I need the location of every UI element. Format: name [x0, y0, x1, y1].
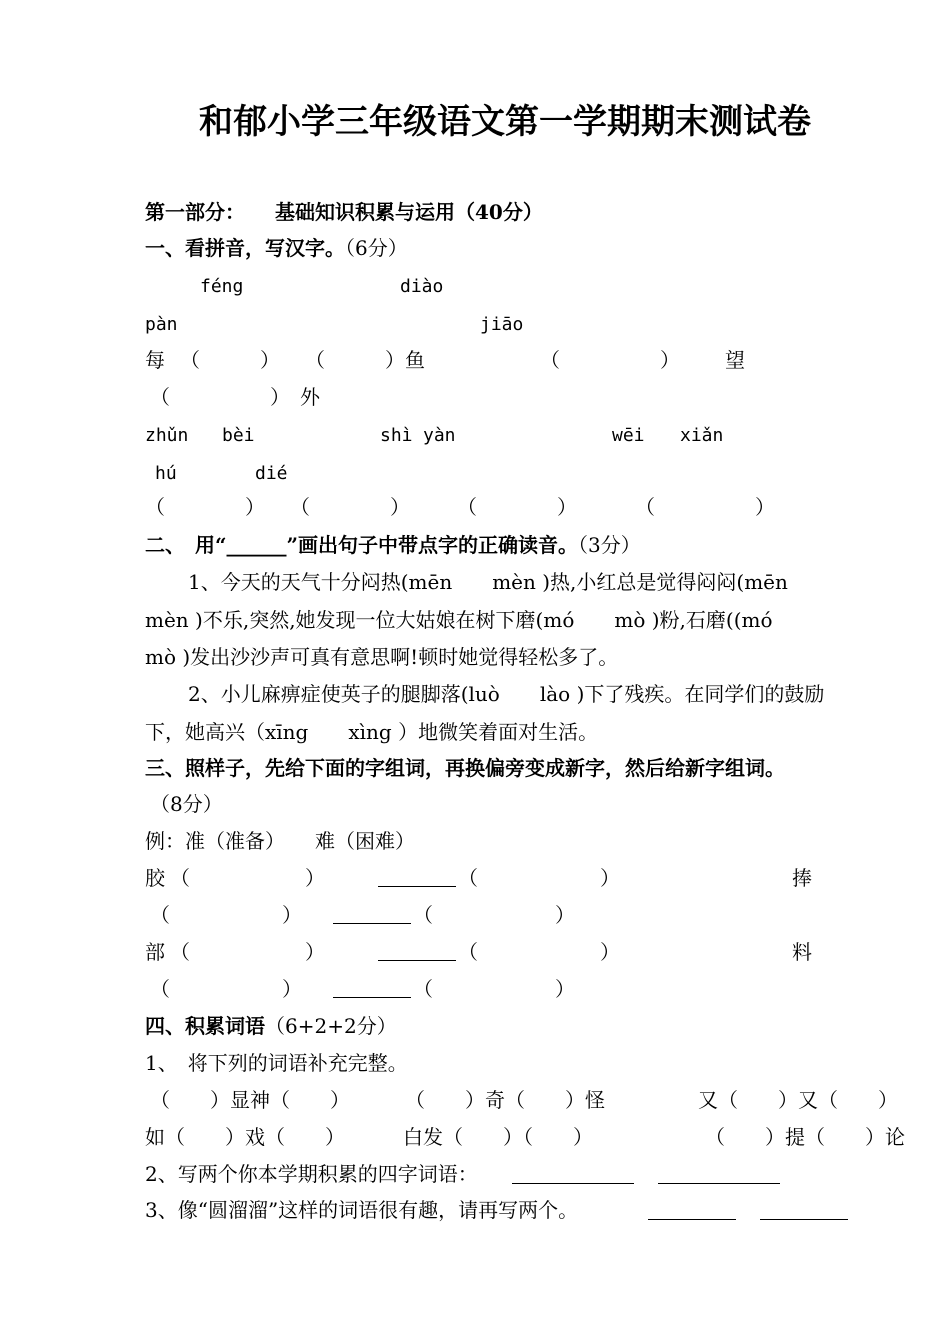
- q4-sub1: 1、 将下列的词语补充完整。: [145, 1051, 408, 1075]
- pinyin: bèi: [222, 425, 255, 446]
- paren-close: ）: [555, 903, 575, 927]
- pinyin: dié: [255, 463, 288, 484]
- answer-blank[interactable]: [378, 960, 456, 961]
- answer-blank[interactable]: [333, 997, 411, 998]
- q2-paragraph-line: mèn )不乐,突然,她发现一位大姑娘在树下磨(mó mò )粉,石磨((mó: [145, 608, 773, 632]
- q1-score: （6分）: [345, 236, 408, 260]
- pinyin: yàn: [423, 425, 456, 446]
- pinyin: diào: [400, 276, 444, 297]
- q2-heading: 二、 用“______”画出句子中带点字的正确读音。: [145, 533, 579, 557]
- q1-text: 望: [725, 348, 745, 372]
- answer-box[interactable]: （ ）: [290, 495, 410, 519]
- q4-heading-line: [145, 1014, 397, 1038]
- paren-open: （: [413, 903, 433, 927]
- q3-char: 胶: [145, 866, 165, 890]
- idiom-item[interactable]: （ ）奇（ ）怪: [405, 1088, 605, 1112]
- paren-open: （: [170, 940, 190, 964]
- q2-heading-line: [145, 533, 641, 557]
- q1-text: 每: [145, 348, 165, 372]
- paren-open: （: [413, 977, 433, 1001]
- paren-close: ）: [600, 866, 620, 890]
- idiom-item[interactable]: 白发（ ）（ ）: [403, 1125, 593, 1149]
- pinyin: hú: [155, 463, 177, 484]
- paren-close: ）: [600, 940, 620, 964]
- answer-blank[interactable]: [760, 1219, 848, 1220]
- pinyin: pàn: [145, 314, 178, 335]
- answer-blank[interactable]: [648, 1219, 736, 1220]
- answer-blank[interactable]: [378, 886, 456, 887]
- paren-open: （: [458, 940, 478, 964]
- answer-blank[interactable]: [333, 923, 411, 924]
- q3-char: 料: [792, 940, 812, 964]
- q2-paragraph-line: 下，她高兴（xīng xìng ）地微笑着面对生活。: [145, 720, 599, 744]
- q3-char: 部: [145, 940, 165, 964]
- pinyin: wēi: [612, 425, 645, 446]
- paren-close: ）: [282, 977, 302, 1001]
- answer-box[interactable]: （ ） 外: [150, 385, 320, 409]
- paren-open: （: [458, 866, 478, 890]
- paren-close: ）: [555, 977, 575, 1001]
- answer-box[interactable]: （ ）鱼: [305, 348, 425, 372]
- q3-example: 例：准（准备） 难（困难）: [145, 829, 415, 853]
- q2-paragraph-line: mò )发出沙沙声可真有意思啊!顿时她觉得轻松多了。: [145, 645, 619, 669]
- idiom-item[interactable]: （ ）提（ ）论: [705, 1125, 905, 1149]
- paren-close: ）: [305, 866, 325, 890]
- paren-close: ）: [305, 940, 325, 964]
- answer-blank[interactable]: [512, 1183, 634, 1184]
- answer-box[interactable]: （ ）: [180, 348, 280, 372]
- paren-open: （: [150, 977, 170, 1001]
- idiom-item[interactable]: 又（ ）又（ ）: [698, 1088, 898, 1112]
- idiom-item[interactable]: 如（ ）戏（ ）: [145, 1125, 345, 1149]
- q3-heading: 三、照样子，先给下面的字组词，再换偏旁变成新字，然后给新字组词。: [145, 756, 785, 780]
- q4-sub2: 2、写两个你本学期积累的四字词语：: [145, 1162, 478, 1186]
- q3-score: （8分）: [150, 792, 223, 816]
- answer-box[interactable]: （ ）: [635, 495, 775, 519]
- q3-char: 捧: [792, 866, 812, 890]
- pinyin: shì: [380, 425, 413, 446]
- answer-blank[interactable]: [658, 1183, 780, 1184]
- q1-heading: 一、看拼音，写汉字。: [145, 236, 345, 260]
- answer-box[interactable]: （ ）: [145, 495, 265, 519]
- part-one-heading: 第一部分： 基础知识积累与运用（40分）: [145, 200, 543, 224]
- paren-open: （: [150, 903, 170, 927]
- pinyin: féng: [200, 276, 244, 297]
- q4-sub3: 3、像“圆溜溜”这样的词语很有趣，请再写两个。: [145, 1198, 579, 1222]
- pinyin: zhǔn: [145, 425, 189, 446]
- answer-box[interactable]: （ ）: [540, 348, 680, 372]
- page-title: 和郁小学三年级语文第一学期期末测试卷: [199, 102, 811, 142]
- q4-score: （6+2+2分）: [265, 1014, 397, 1038]
- q2-score: （3分）: [578, 533, 641, 557]
- pinyin: xiǎn: [680, 425, 724, 446]
- q1-heading-line: [145, 236, 408, 260]
- q2-paragraph-line: 1、今天的天气十分闷热(mēn mèn )热,小红总是觉得闷闷(mēn: [188, 570, 788, 594]
- pinyin: jiāo: [480, 314, 524, 335]
- q2-paragraph-line: 2、小儿麻痹症使英子的腿脚落(luò lào )下了残疾。在同学们的鼓励: [188, 682, 825, 706]
- paren-open: （: [170, 866, 190, 890]
- answer-box[interactable]: （ ）: [457, 495, 577, 519]
- idiom-item[interactable]: （ ）显神（ ）: [150, 1088, 350, 1112]
- q4-heading: 四、积累词语: [145, 1014, 265, 1038]
- paren-close: ）: [282, 903, 302, 927]
